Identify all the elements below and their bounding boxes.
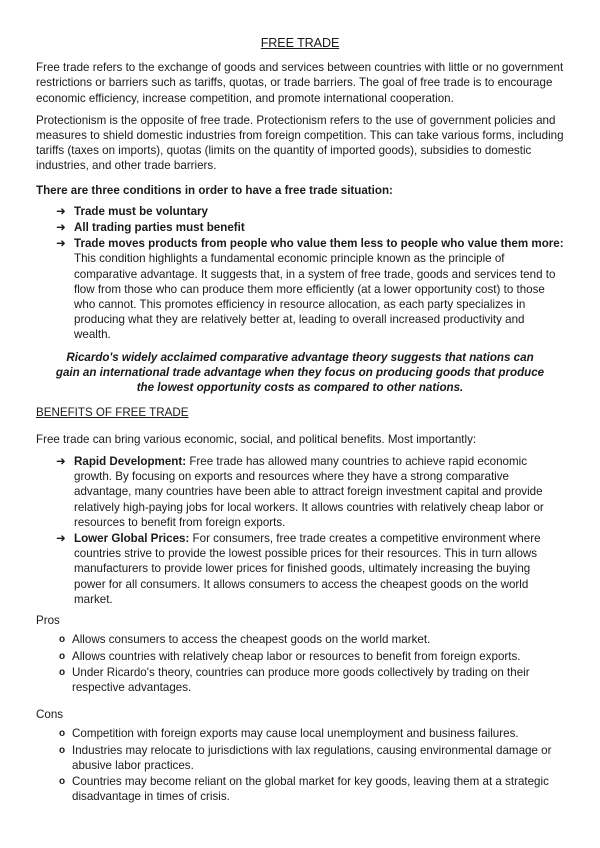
list-item [56,531,564,607]
circle-bullet-icon: o [59,744,66,756]
pro-text: Allows consumers to access the cheapest goods on the world market. [72,633,431,647]
condition-title: Trade must be voluntary [74,204,209,218]
benefit-text: Free trade has allowed many countries to achieve rapid economic growth. By focusing on exports and resources where they have a strong comparative advantage, many countries have been able to attract foreign investment capital and provide relatively high-paying jobs for local workers. It allows countries with relatively cheap labor or resources to benefit from foreign exports. [74,455,544,529]
conditions-heading: There are three conditions in order to have a free trade situation: [36,183,393,197]
circle-bullet-icon: o [59,666,66,678]
list-item [59,743,564,773]
arrow-icon: ➜ [56,455,66,469]
arrow-icon: ➜ [56,532,66,546]
condition-text: This condition highlights a fundamental economic principle known as the principle of comparative advantage. It suggests that, in a system of free trade, goods and services tend to flow from those who can produce them more efficiently (at a lower opportunity cost) to those who cannot. This promotes efficiency in resource allocation, as each party specializes in producing what they are relatively better at, leading to overall increased productivity and wealth. [74,252,556,342]
list-item [56,236,564,342]
benefit-title: Lower Global Prices: [74,532,190,546]
con-text: Competition with foreign exports may cause local unemployment and business failures. [72,727,519,741]
list-item [56,454,564,530]
pros-list [36,632,564,695]
conditions-list [36,204,564,343]
circle-bullet-icon: o [59,775,66,787]
benefits-list [36,454,564,607]
cons-label: Cons [36,708,64,722]
ricardo-quote: Ricardo's widely acclaimed comparative advantage theory suggests that nations can gain an international trade advantage when they focus on producing goods that produce the lowest opportunity costs as compared to other nations. [55,350,545,394]
con-text: Countries may become reliant on the global market for key goods, leaving them at a strategic disadvantage in times of crisis. [72,774,549,804]
benefits-intro: Free trade can bring various economic, social, and political benefits. Most importantly: [36,432,477,446]
benefit-title: Rapid Development: [74,455,187,469]
benefits-heading: BENEFITS OF FREE TRADE [36,405,189,419]
arrow-icon: ➜ [56,221,66,235]
list-item [59,774,564,804]
list-item [59,726,564,741]
pro-text: Under Ricardo's theory, countries can produce more goods collectively by trading on their respective advantages. [72,665,530,694]
list-item [59,649,564,664]
page-title: FREE TRADE [260,36,340,50]
circle-bullet-icon: o [59,650,66,662]
arrow-icon: ➜ [56,237,66,251]
pros-label: Pros [36,614,60,628]
condition-title: All trading parties must benefit [74,221,245,235]
pro-text: Allows countries with relatively cheap labor or resources to benefit from foreign exports. [72,649,521,663]
list-item [59,665,564,695]
con-text: Industries may relocate to jurisdictions with lax regulations, causing environmental damage or abusive labor practices. [72,743,552,772]
intro-paragraph-free-trade: Free trade refers to the exchange of goods and services between countries with little or no government restrictions or barriers such as tariffs, quotas, or trade barriers. The goal of free trade is to encourage economic efficiency, increase competition, and promote international cooperation. [36,61,564,105]
list-item [56,204,564,219]
circle-bullet-icon: o [59,634,66,646]
cons-list [36,726,564,804]
intro-paragraph-protectionism: Protectionism is the opposite of free trade. Protectionism refers to the use of government policies and measures to shield domestic industries from foreign competition. This can take various forms, including tariffs (taxes on imports), quotas (limits on the quantity of imported goods), subsidies to domestic industries, and other trade barriers. [36,113,564,173]
circle-bullet-icon: o [59,728,66,740]
list-item [56,220,564,235]
benefit-text: For consumers, free trade creates a competitive environment where countries strive to provide the lowest possible prices for their resources. This in turn allows manufacturers to provide lower prices for finished goods, ultimately increasing the buying power for all consumers. It allows consumers to access the cheapest goods on the world market. [74,532,541,606]
condition-title: Trade moves products from people who value them less to people who value them more: [74,237,564,251]
list-item [59,632,564,647]
arrow-icon: ➜ [56,204,66,218]
